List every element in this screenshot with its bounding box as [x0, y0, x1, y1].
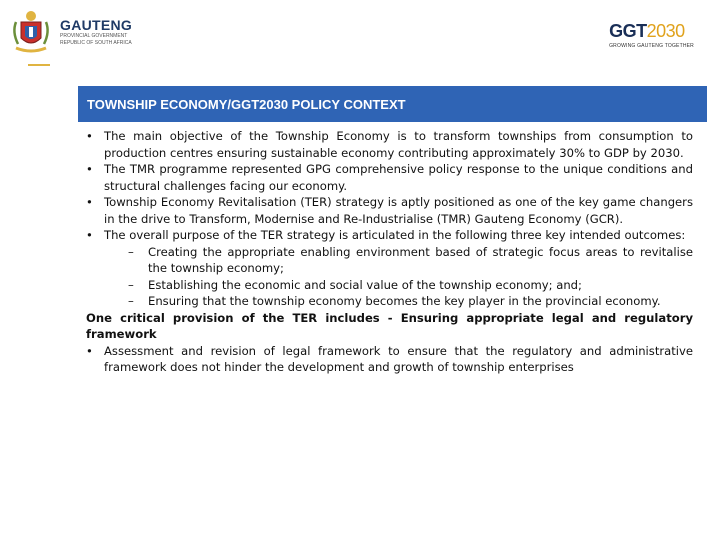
gauteng-logo: [8, 8, 132, 56]
logo-underline: [28, 64, 50, 66]
bullet-text: The main objective of the Township Economy is to transform townships from consumption to production centres ensuring sustainable economy contributing approximately 30% to GDP by 2030.: [104, 129, 693, 160]
bullet-item: • Assessment and revision of legal framework to ensure that the regulatory and administrative framework does not hinder the development and growth of township enterprises: [86, 343, 693, 374]
bullet-item: • The main objective of the Township Economy is to transform townships from consumption to production centres ensuring sustainable economy contributing approximately 30% to GDP by 2030.: [86, 129, 693, 160]
sub-bullet-item: – Establishing the economic and social value of the township economy; and;: [128, 277, 582, 292]
bullet-item: • The TMR programme represented GPG comprehensive policy response to the unique conditions and structural challenges facing our economy.: [86, 162, 693, 193]
coat-of-arms-icon: [8, 8, 54, 56]
bullet-text: Township Economy Revitalisation (TER) strategy is aptly positioned as one of the key game changers in the drive to Transform, Modernise and Re-Industrialise (TMR) Gauteng Economy (GCR).: [104, 195, 693, 226]
bullet-item: • The overall purpose of the TER strategy is articulated in the following three key intended outcomes:: [86, 228, 686, 242]
critical-provision-text: One critical provision of the TER includes - Ensuring appropriate legal and regulatory framework: [86, 310, 693, 341]
ggt2030-logo: [609, 22, 694, 49]
sub-bullet-text: Creating the appropriate enabling environment based of strategic focus areas to revitalise the township economy;: [148, 244, 693, 275]
bullet-text: The overall purpose of the TER strategy is articulated in the following three key intended outcomes:: [104, 228, 686, 242]
slide-title: TOWNSHIP ECONOMY/GGT2030 POLICY CONTEXT: [87, 96, 406, 112]
ggt-tagline: GROWING GAUTENG TOGETHER: [609, 43, 694, 49]
ggt-wordmark: GGT: [609, 21, 647, 41]
sub-bullet-item: – Ensuring that the township economy becomes the key player in the provincial economy.: [128, 294, 661, 308]
sub-bullet-item: – Creating the appropriate enabling environment based of strategic focus areas to revitalise the township economy;: [128, 244, 693, 275]
gauteng-wordmark: GAUTENG: [60, 17, 133, 33]
ggt-year: 2030: [646, 21, 685, 41]
sub-bullet-text: Ensuring that the township economy becomes the key player in the provincial economy.: [148, 294, 661, 308]
slide-body: [86, 128, 693, 376]
gauteng-subtext-2: REPUBLIC OF SOUTH AFRICA: [60, 40, 132, 46]
slide-title-bar: [78, 86, 707, 122]
bullet-text: Assessment and revision of legal framework to ensure that the regulatory and administrative framework does not hinder the development and growth of township enterprises: [104, 343, 693, 374]
sub-bullet-text: Establishing the economic and social value of the township economy; and;: [148, 277, 582, 292]
gauteng-subtext-1: PROVINCIAL GOVERNMENT: [60, 33, 128, 39]
bullet-text: The TMR programme represented GPG comprehensive policy response to the unique conditions and structural challenges facing our economy.: [104, 162, 693, 193]
bullet-item: • Township Economy Revitalisation (TER) strategy is aptly positioned as one of the key game changers in the drive to Transform, Modernise and Re-Industrialise (TMR) Gauteng Economy (GCR).: [86, 195, 693, 226]
slide-header: [0, 0, 720, 80]
